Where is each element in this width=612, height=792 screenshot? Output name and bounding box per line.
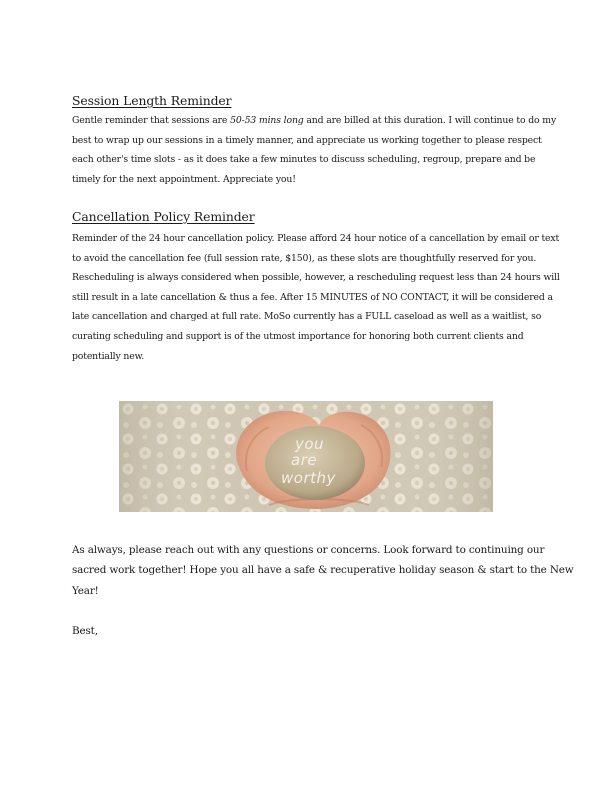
signoff-text: Best, xyxy=(72,625,98,637)
stone-text-are: are xyxy=(291,451,318,469)
cancellation-policy-heading: Cancellation Policy Reminder xyxy=(72,209,255,224)
cancellation-line-2: to avoid the cancellation fee (full session rate, $150), as these slots are thoughtfully reserved for you. xyxy=(72,252,537,264)
session-duration-emphasis: 50-53 mins long xyxy=(230,115,304,126)
cancellation-line-4: still result in a late cancellation & thus a fee. After 15 MINUTES of NO CONTACT, it will be considered a xyxy=(72,291,553,303)
cancellation-line-3: Rescheduling is always considered when possible, however, a rescheduling request less than 24 hours will xyxy=(72,272,560,284)
cancellation-policy-paragraph xyxy=(72,229,560,366)
cancellation-line-5: late cancellation and charged at full rate. MoSo currently has a FULL caseload as well as a waitlist, so xyxy=(72,311,542,323)
signoff xyxy=(72,621,98,641)
closing-line-2: sacred work together! Hope you all have a safe & recuperative holiday season & start to the New xyxy=(72,564,574,577)
session-line-4: timely for the next appointment. Appreciate you! xyxy=(72,173,296,185)
session-line-3: each other's time slots - as it does take a few minutes to discuss scheduling, regroup, prepare and be xyxy=(72,154,536,166)
closing-paragraph xyxy=(72,540,574,601)
cancellation-line-7: potentially new. xyxy=(72,350,145,362)
session-line-1 xyxy=(72,111,556,131)
session-length-heading: Session Length Reminder xyxy=(72,93,232,108)
cancellation-line-1: Reminder of the 24 hour cancellation policy. Please afford 24 hour notice of a cancellation by email or text xyxy=(72,233,560,244)
session-line-1-start: Gentle reminder that sessions are xyxy=(72,115,231,126)
hands-holding-stone-image xyxy=(119,401,493,512)
closing-line-1: As always, please reach out with any questions or concerns. Look forward to continuing our xyxy=(72,544,545,556)
session-line-2: best to wrap up our sessions in a timely manner, and appreciate us working together to please respect xyxy=(72,134,542,146)
stone-text-worthy: worthy xyxy=(281,469,336,487)
session-length-paragraph xyxy=(72,111,556,189)
session-line-1-end: and are billed at this duration. I will continue to do my xyxy=(303,115,557,126)
cancellation-line-6: curating scheduling and support is of the utmost importance for honoring both current clients and xyxy=(72,330,524,342)
stone-text-you: you xyxy=(295,435,325,453)
stone xyxy=(265,426,365,500)
closing-line-3: Year! xyxy=(72,584,99,597)
